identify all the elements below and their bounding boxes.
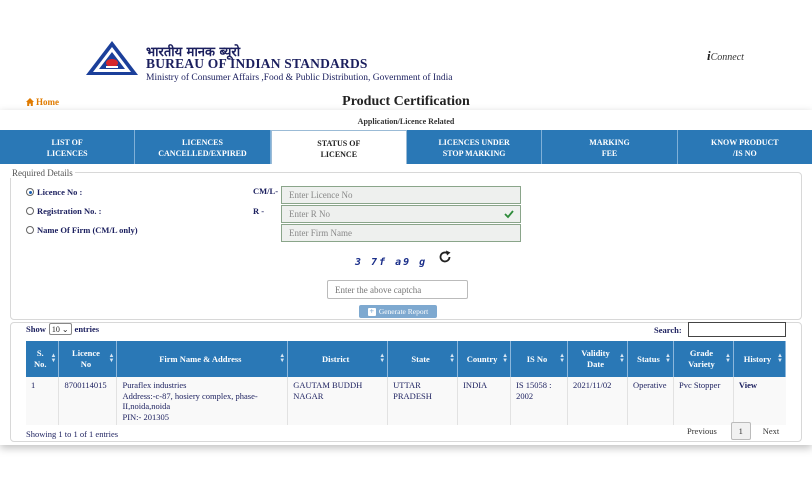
firm-address-line2: II,noida,noida (122, 401, 171, 411)
header-line1: Grade (689, 348, 714, 358)
page-title: Product Certification (342, 94, 470, 109)
cell-district: GAUTAM BUDDH NAGAR (288, 377, 388, 425)
radio-firm-name[interactable] (26, 225, 138, 235)
tab-label-line2: FEE (601, 149, 618, 158)
header-line1: Status (637, 353, 660, 364)
search-label: Search: (654, 325, 682, 335)
registration-no-input[interactable] (281, 205, 521, 223)
tab-label-line2: STOP MARKING (442, 149, 506, 158)
fieldset-legend: Required Details (12, 168, 73, 178)
page-subtitle: Application/Licence Related (357, 117, 455, 126)
firm-address-line1: Address:-c-87, hosiery complex, phase- (122, 390, 258, 401)
show-label: Show (26, 324, 46, 334)
col-sno[interactable] (26, 341, 59, 377)
col-history[interactable] (733, 341, 785, 377)
col-status[interactable] (627, 341, 673, 377)
ministry-text: Ministry of Consumer Affairs ,Food & Public Distribution, Government of India (146, 73, 453, 83)
pagination (687, 422, 779, 440)
header-line1: S. (36, 348, 44, 358)
header-line2: Variety (688, 359, 715, 369)
captcha-image: 3 7f a9 g (355, 257, 428, 268)
tab-label-line1: LICENCES (182, 138, 223, 147)
tab-label-line1: LIST OF (51, 138, 83, 147)
col-country[interactable] (458, 341, 511, 377)
radio-label: Name Of Firm (CM/L only) (37, 225, 138, 235)
sort-icon: ▲ ▼ (50, 353, 57, 364)
tab-label-line2: LICENCE (320, 149, 358, 159)
header-line1: State (411, 353, 430, 364)
firm-name-text: Puraflex industries (122, 380, 187, 390)
cell-history (733, 377, 785, 425)
radio-label: Registration No. : (37, 206, 102, 216)
sort-icon: ▲ ▼ (379, 353, 386, 364)
search-input[interactable] (688, 322, 786, 337)
header-line2: Date (587, 359, 604, 369)
sort-icon: ▲ ▼ (108, 353, 115, 364)
tab-list-of-licences[interactable] (0, 130, 135, 164)
table-row (26, 377, 786, 425)
tab-label-line2: CANCELLED/EXPIRED (158, 149, 247, 158)
cell-sno: 1 (26, 377, 59, 425)
sort-icon: ▲ ▼ (449, 353, 456, 364)
sort-icon: ▲ ▼ (777, 353, 783, 364)
tab-label-line1: STATUS OF (317, 138, 361, 148)
input-placeholder: Enter Licence No (289, 190, 353, 200)
tab-bar (0, 130, 812, 164)
sort-icon: ▲ ▼ (724, 353, 731, 364)
cell-status: Operative (627, 377, 673, 425)
header-line2: No. (33, 359, 47, 369)
iconnect-logo[interactable] (707, 48, 744, 64)
tab-label-line1: LICENCES UNDER (438, 138, 510, 147)
bis-logo-icon (84, 39, 140, 77)
header-line1: Firm Name & Address (159, 353, 242, 364)
next-button[interactable]: Next (762, 426, 780, 436)
org-name: BUREAU OF INDIAN STANDARDS (146, 56, 368, 71)
licence-prefix: CM/L- (253, 186, 279, 196)
header-line1: Licence (72, 348, 100, 358)
entries-select-value: 10 (51, 324, 60, 334)
showing-entries-text: Showing 1 to 1 of 1 entries (26, 429, 119, 439)
licence-table (26, 341, 786, 425)
cell-is-no: IS 15058 : 2002 (511, 377, 568, 425)
generate-report-button[interactable] (359, 305, 437, 318)
firm-name-input[interactable] (281, 224, 521, 242)
header-line1: History (743, 353, 772, 364)
chevron-down-icon: ⌄ (61, 324, 69, 334)
page-1-button[interactable]: 1 (731, 422, 751, 440)
entries-label: entries (74, 324, 100, 334)
tab-label-line2: /IS NO (732, 149, 757, 158)
view-history-link[interactable]: View (738, 380, 758, 390)
radio-registration-no[interactable] (26, 206, 101, 216)
hindi-title: भारतीय मानक ब्यूरो (146, 45, 241, 60)
radio-checked-icon[interactable] (26, 188, 34, 196)
show-entries-control (26, 323, 99, 335)
sort-icon: ▲ ▼ (619, 353, 625, 364)
previous-button[interactable]: Previous (687, 426, 717, 436)
button-label: Generate Report (378, 307, 429, 316)
sort-icon: ▲ ▼ (665, 353, 671, 364)
input-placeholder: Enter the above captcha (335, 284, 422, 295)
col-licence-no[interactable] (59, 341, 117, 377)
home-label: Home (36, 97, 59, 107)
table-header-row (26, 341, 786, 377)
radio-unchecked-icon[interactable] (26, 207, 34, 215)
tab-licences-cancelled[interactable] (135, 130, 270, 164)
radio-unchecked-icon[interactable] (26, 226, 34, 234)
cell-licence-no: 8700114015 (59, 377, 117, 425)
licence-no-input[interactable] (281, 186, 521, 204)
col-state[interactable] (388, 341, 458, 377)
tab-label-line2: LICENCES (46, 149, 88, 158)
radio-licence-no[interactable] (26, 187, 82, 197)
cell-state: UTTAR PRADESH (388, 377, 458, 425)
cell-firm-name (117, 377, 288, 425)
input-placeholder: Enter Firm Name (289, 228, 352, 238)
col-firm-name[interactable] (117, 341, 288, 377)
header-line2: No (80, 359, 92, 369)
sort-icon: ▲ ▼ (279, 353, 286, 364)
tab-stop-marking[interactable] (407, 130, 542, 164)
refresh-icon[interactable] (438, 250, 452, 264)
header-line1: District (322, 353, 350, 364)
cell-country: INDIA (458, 377, 511, 425)
col-validity-date[interactable] (568, 341, 628, 377)
registration-prefix: R - (253, 206, 265, 216)
tab-status-of-licence[interactable] (271, 130, 407, 164)
captcha-input[interactable] (327, 280, 468, 299)
cell-grade-variety: Pvc Stopper (673, 377, 733, 425)
tab-know-product[interactable] (678, 130, 812, 164)
site-header (0, 0, 812, 95)
col-grade-variety[interactable] (673, 341, 733, 377)
header-line1: Validity (581, 348, 610, 358)
check-icon (504, 209, 514, 219)
col-is-no[interactable] (511, 341, 568, 377)
tab-label-line1: KNOW PRODUCT (710, 138, 779, 147)
firm-address-line3: PIN:- 201305 (122, 411, 169, 422)
col-district[interactable] (288, 341, 388, 377)
sort-icon: ▲ ▼ (559, 353, 566, 364)
iconnect-i: i (707, 48, 711, 63)
plus-icon: + (369, 306, 375, 316)
header-line1: Country (466, 353, 498, 364)
header-line1: IS No (526, 353, 548, 364)
sort-icon: ▲ ▼ (502, 353, 509, 364)
radio-label: Licence No : (37, 187, 83, 197)
tab-label-line1: MARKING (589, 138, 630, 147)
input-placeholder: Enter R No (289, 209, 330, 219)
tab-marking-fee[interactable] (542, 130, 677, 164)
iconnect-text: Connect (710, 52, 744, 63)
cell-validity-date: 2021/11/02 (568, 377, 628, 425)
entries-select[interactable] (49, 323, 72, 335)
